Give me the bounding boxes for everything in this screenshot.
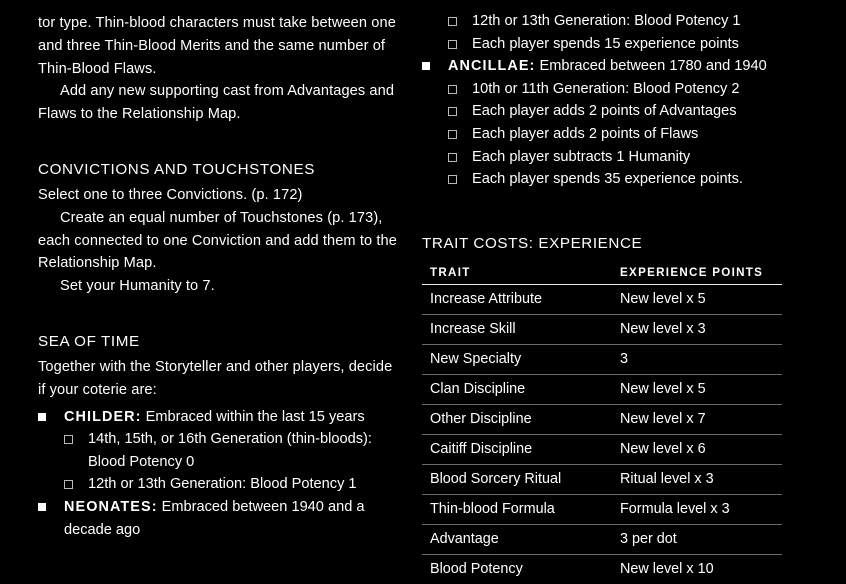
cell-trait: Increase Skill [422, 314, 612, 344]
cell-cost: Formula level x 3 [612, 494, 782, 524]
list-item [38, 428, 400, 473]
open-square-bullet-icon [64, 435, 73, 444]
list-item-text: 14th, 15th, or 16th Generation (thin-bloods): Blood Potency 0 [88, 431, 372, 470]
list-item-text: 12th or 13th Generation: Blood Potency 1 [88, 476, 357, 493]
table-row [422, 314, 782, 344]
filled-square-bullet-icon [38, 413, 46, 421]
cell-cost: 3 per dot [612, 524, 782, 554]
convictions-para-3: Set your Humanity to 7. [60, 278, 215, 295]
spacer [422, 191, 790, 225]
heading-convictions-and-touchstones: CONVICTIONS AND TOUCHSTONES [38, 160, 315, 178]
table-row [422, 554, 782, 584]
filled-square-bullet-icon [38, 503, 46, 511]
list-item-label: CHILDER: [64, 408, 142, 425]
cell-cost: New level x 5 [612, 284, 782, 314]
ancillae-sublist [422, 78, 790, 191]
convictions-para-2: Create an equal number of Touchstones (p. 173), each connected to one Conviction and add them to the Relationship Map. [38, 209, 397, 272]
sea-of-time-para-1: Together with the Storyteller and other players, decide if your coterie are: [38, 358, 393, 398]
cell-cost: New level x 7 [612, 404, 782, 434]
list-item-text: Each player adds 2 points of Advantages [472, 103, 737, 120]
table-row [422, 344, 782, 374]
list-item-text: Each player adds 2 points of Flaws [472, 125, 699, 142]
list-item-label: ANCILLAE: [448, 58, 536, 75]
cell-trait: Thin-blood Formula [422, 494, 612, 524]
convictions-para-1: Select one to three Convictions. (p. 172) [38, 186, 303, 203]
cell-cost: New level x 3 [612, 314, 782, 344]
table-row [422, 494, 782, 524]
cell-trait: New Specialty [422, 344, 612, 374]
table-row [422, 284, 782, 314]
spacer [38, 126, 400, 160]
list-item-text: Embraced between 1940 and a decade ago [64, 498, 365, 538]
table-row [422, 404, 782, 434]
cell-cost: New level x 6 [612, 434, 782, 464]
cell-trait: Other Discipline [422, 404, 612, 434]
right-column [422, 10, 790, 584]
column-header-experience-points: EXPERIENCE POINTS [612, 266, 782, 285]
list-item-text: 12th or 13th Generation: Blood Potency 1 [472, 13, 741, 29]
table-body [422, 284, 782, 584]
left-column [38, 12, 400, 541]
sea-of-time-list [38, 406, 400, 429]
trait-costs-table [422, 266, 782, 584]
list-item [422, 123, 790, 146]
paragraph-continued: tor type. Thin-blood characters must take between one and three Thin-Blood Merits and the same number of Thin-Blood Flaws. [38, 15, 396, 77]
list-item-text: Each player subtracts 1 Humanity [472, 148, 691, 165]
cell-trait: Increase Attribute [422, 284, 612, 314]
list-item [422, 100, 790, 123]
list-item [422, 78, 790, 101]
list-item [38, 496, 400, 541]
list-item [422, 10, 790, 33]
list-item-text: 10th or 11th Generation: Blood Potency 2 [472, 80, 740, 97]
table-header-row [422, 266, 782, 285]
open-square-bullet-icon [448, 130, 457, 139]
heading-trait-costs-experience: TRAIT COSTS: EXPERIENCE [422, 234, 643, 252]
list-item-text: Each player spends 35 experience points. [472, 171, 743, 188]
list-item [38, 473, 400, 496]
cell-trait: Blood Sorcery Ritual [422, 464, 612, 494]
column-header-trait: TRAIT [422, 266, 612, 285]
cell-trait: Blood Potency [430, 560, 523, 577]
cell-cost: New level x 5 [612, 374, 782, 404]
paragraph-supporting-cast: Add any new supporting cast from Advantages and Flaws to the Relationship Map. [38, 83, 395, 123]
list-item [422, 146, 790, 169]
list-item [38, 406, 400, 429]
list-item [422, 168, 790, 191]
filled-square-bullet-icon [422, 62, 430, 70]
open-square-bullet-icon [448, 17, 457, 26]
continued-sublist [422, 10, 790, 55]
table-row [422, 464, 782, 494]
list-item [422, 33, 790, 56]
ancillae-list [422, 55, 790, 78]
childer-sublist [38, 428, 400, 496]
spacer [38, 298, 400, 332]
list-item-text: Embraced within the last 15 years [145, 408, 365, 425]
list-item-text: Embraced between 1780 and 1940 [539, 58, 767, 75]
table-row [422, 374, 782, 404]
open-square-bullet-icon [448, 175, 457, 184]
list-item-label: NEONATES: [64, 498, 158, 515]
list-item [422, 55, 790, 78]
spacer [422, 225, 790, 235]
cell-trait: Caitiff Discipline [422, 434, 612, 464]
heading-sea-of-time: SEA OF TIME [38, 332, 140, 350]
open-square-bullet-icon [448, 107, 457, 116]
open-square-bullet-icon [448, 85, 457, 94]
table-header [422, 266, 782, 285]
table-row [422, 434, 782, 464]
cell-cost: Ritual level x 3 [612, 464, 782, 494]
cell-cost: New level x 10 [620, 560, 714, 577]
cell-trait: Clan Discipline [422, 374, 612, 404]
table-row [422, 524, 782, 554]
open-square-bullet-icon [448, 40, 457, 49]
list-item-text: Each player spends 15 experience points [472, 35, 739, 52]
neonates-list [38, 496, 400, 541]
cell-cost: 3 [612, 344, 782, 374]
cell-trait: Advantage [422, 524, 612, 554]
open-square-bullet-icon [64, 480, 73, 489]
open-square-bullet-icon [448, 153, 457, 162]
